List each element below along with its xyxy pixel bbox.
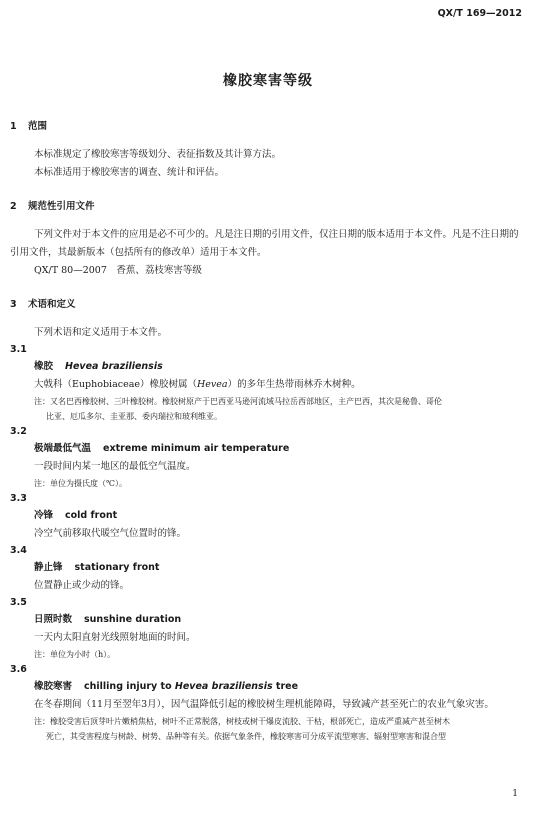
term-en: chilling injury to Hevea braziliensis tree <box>84 681 299 692</box>
term-entry <box>10 559 522 577</box>
section-title: 范围 <box>28 121 48 132</box>
clause-number: 3.1 <box>10 344 27 355</box>
term-definition: 在冬春期间（11月至翌年3月），因气温降低引起的橡胶树生理机能障碍，导致减产甚至死亡的农业气象灾害。 <box>34 699 494 710</box>
term-zh: 静止锋 <box>34 562 63 573</box>
term-entry <box>10 507 522 525</box>
term-definition: 大戟科（Euphobiaceae）橡胶树属（Hevea）的多年生热带雨林乔木树种。 <box>34 379 361 390</box>
page-number: 1 <box>512 789 518 799</box>
term-entry <box>10 611 522 629</box>
section-title: 规范性引用文件 <box>28 201 95 212</box>
paragraph: 本标准适用于橡胶寒害的调查、统计和评估。 <box>34 167 225 178</box>
section-number: 2 <box>10 201 17 212</box>
term-note: 注：单位为摄氏度（℃）。 <box>34 479 127 488</box>
term-definition: 位置静止或少动的锋。 <box>34 580 130 591</box>
term-en: stationary front <box>74 562 160 573</box>
term-zh: 橡胶 <box>34 361 54 372</box>
term-en: cold front <box>65 510 118 521</box>
term-definition: 一段时间内某一地区的最低空气温度。 <box>34 461 196 472</box>
clause-number: 3.2 <box>10 426 27 437</box>
term-definition: 冷空气前移取代暖空气位置时的锋。 <box>34 528 187 539</box>
term-entry <box>10 358 522 376</box>
term-zh: 极端最低气温 <box>34 443 92 454</box>
term-note: 注：单位为小时（h）。 <box>34 650 116 659</box>
paragraph: 下列术语和定义适用于本文件。 <box>34 327 168 338</box>
term-note: 注：又名巴西橡胶树、三叶橡胶树。橡胶树原产于巴西亚马逊河流域马拉岳西部地区，主产巴西，其次是秘鲁、哥伦 比亚、厄瓜多尔、圭亚那、委内瑞拉和玻利维亚。 <box>34 397 442 421</box>
clause-number: 3.3 <box>10 493 27 504</box>
section-1-heading <box>10 118 522 132</box>
term-zh: 橡胶寒害 <box>34 681 73 692</box>
term-en: sunshine duration <box>84 614 182 625</box>
term-en: extreme minimum air temperature <box>103 443 290 454</box>
term-definition: 一天内太阳直射光线照射地面的时间。 <box>34 632 196 643</box>
term-en: Hevea braziliensis <box>65 361 163 372</box>
section-2-heading <box>10 198 522 212</box>
normative-reference: QX/T 80—2007 香蕉、荔枝寒害等级 <box>34 265 202 276</box>
clause-number: 3.5 <box>10 597 27 608</box>
section-number: 3 <box>10 299 17 310</box>
term-zh: 冷锋 <box>34 510 54 521</box>
document-body <box>10 118 522 744</box>
term-note: 注：橡胶受害后顶芽叶片嫩梢焦枯，树叶不正常脱落，树枝或树干爆皮流胶、干枯，根部死亡，造成严重减产甚至树木 死亡，其受害程度与树龄、树势、品种等有关。依据气象条件，橡胶寒害可分成平流型寒害、辐射型寒害和混合型 <box>34 717 450 741</box>
term-entry <box>10 440 522 458</box>
clause-number: 3.6 <box>10 664 27 675</box>
paragraph: 本标准规定了橡胶寒害等级划分、表征指数及其计算方法。 <box>34 149 282 160</box>
section-3-heading <box>10 296 522 310</box>
document-title: 橡胶寒害等级 <box>223 73 313 89</box>
paragraph: 下列文件对于本文件的应用是必不可少的。凡是注日期的引用文件，仅注日期的版本适用于本文件。凡是不注日期的引用文件，其最新版本（包括所有的修改单）适用于本文件。 <box>10 229 519 258</box>
section-title: 术语和定义 <box>28 299 76 310</box>
term-zh: 日照时数 <box>34 614 73 625</box>
section-number: 1 <box>10 121 17 132</box>
clause-number: 3.4 <box>10 545 27 556</box>
term-entry <box>10 678 522 696</box>
standard-code: QX/T 169—2012 <box>437 8 522 19</box>
